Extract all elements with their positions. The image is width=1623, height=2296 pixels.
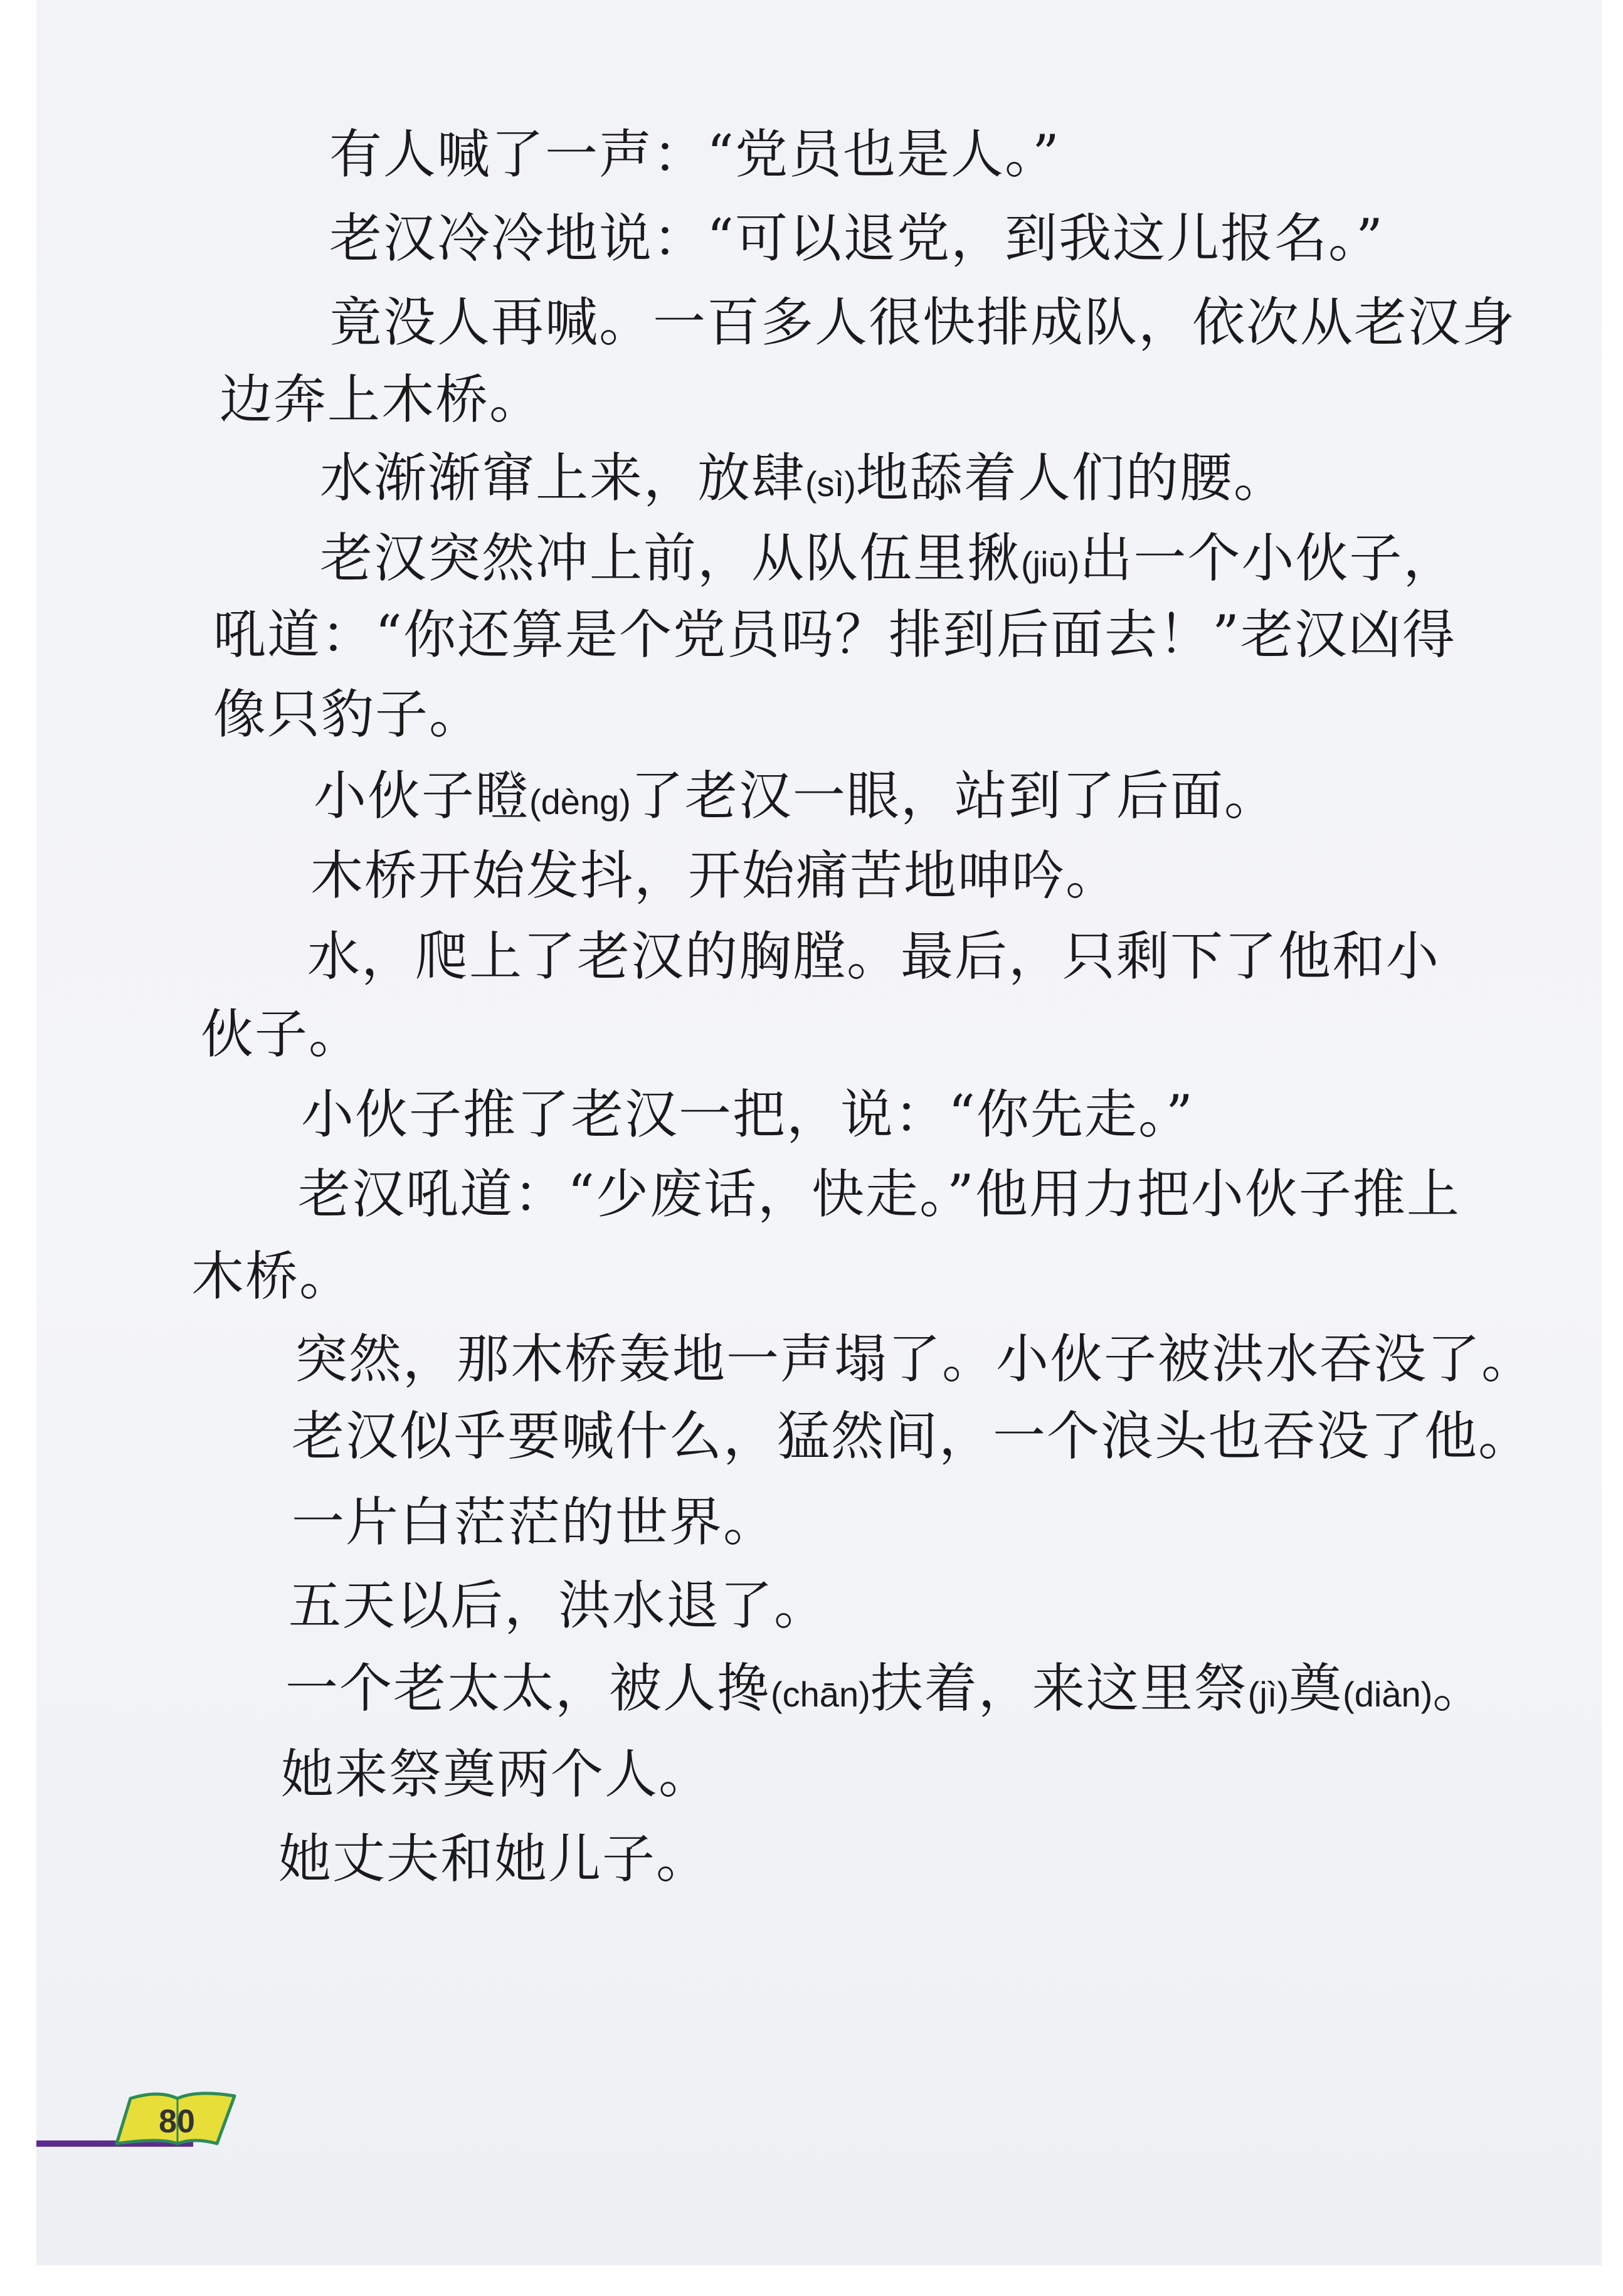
text-line <box>288 1575 828 1636</box>
text-segment: 老汉冷冷地说：“可以退党，到我这儿报名。” <box>329 208 1384 269</box>
text-segment: 伙子。 <box>201 1003 363 1065</box>
pinyin-annotation: (jì) <box>1247 1674 1289 1714</box>
text-segment: 地舔着人们的腰。 <box>855 447 1287 509</box>
text-segment: 。 <box>1432 1658 1487 1719</box>
text-line <box>219 369 544 430</box>
text-segment: 奠 <box>1289 1658 1343 1719</box>
text-segment: 水渐渐窜上来，放肆 <box>320 447 806 509</box>
text-line <box>292 1491 778 1553</box>
text-line <box>281 1743 713 1805</box>
text-segment: 边奔上木桥。 <box>219 369 544 430</box>
text-segment: 木桥。 <box>191 1246 354 1307</box>
textbook-page <box>36 0 1602 2265</box>
text-segment: 像只豹子。 <box>213 684 484 745</box>
text-line <box>310 845 1120 906</box>
text-segment: 五天以后，洪水退了。 <box>288 1575 828 1636</box>
text-segment: 一个老太太，被人搀 <box>285 1658 771 1719</box>
page-number: 80 <box>159 2103 195 2140</box>
text-line <box>314 765 1278 827</box>
text-line <box>298 1163 1461 1225</box>
text-segment: 她来祭奠两个人。 <box>281 1743 713 1805</box>
text-line <box>329 292 1516 353</box>
text-segment: 老汉突然冲上前，从队伍里揪 <box>320 527 1022 589</box>
text-segment: 扶着，来这里祭 <box>870 1658 1248 1719</box>
text-segment: 竟没人再喊。一百多人很快排成队，依次从老汉身 <box>329 292 1516 353</box>
text-segment: 小伙子瞪 <box>314 765 530 827</box>
text-segment: 一片白茫茫的世界。 <box>292 1491 778 1553</box>
text-segment: 老汉吼道：“少废话，快走。”他用力把小伙子推上 <box>298 1163 1461 1225</box>
text-line <box>301 1084 1194 1145</box>
text-segment: 了老汉一眼，站到了后面。 <box>630 765 1278 827</box>
pinyin-annotation: (diàn) <box>1343 1674 1433 1714</box>
text-segment: 出一个小伙子， <box>1079 527 1457 589</box>
text-line <box>329 124 1060 185</box>
text-line <box>329 208 1384 269</box>
text-segment: 有人喊了一声：“党员也是人。” <box>329 124 1060 185</box>
text-line <box>191 1246 354 1307</box>
text-line <box>213 604 1456 665</box>
text-line <box>320 447 1287 509</box>
text-line <box>213 684 484 745</box>
text-line <box>320 527 1457 589</box>
text-segment: 小伙子推了老汉一把，说：“你先走。” <box>301 1084 1194 1145</box>
text-segment: 她丈夫和她儿子。 <box>278 1828 711 1890</box>
text-line <box>295 1328 1536 1390</box>
text-line <box>278 1828 711 1890</box>
pinyin-annotation: (sì) <box>805 464 856 504</box>
text-segment: 吼道：“你还算是个党员吗？排到后面去！”老汉凶得 <box>213 604 1456 665</box>
text-line <box>285 1658 1487 1719</box>
text-segment: 水，爬上了老汉的胸膛。最后，只剩下了他和小 <box>307 926 1441 987</box>
text-line <box>307 926 1441 987</box>
text-segment: 老汉似乎要喊什么，猛然间，一个浪头也吞没了他。 <box>292 1405 1533 1467</box>
text-line <box>292 1405 1533 1467</box>
pinyin-annotation: (jiū) <box>1021 544 1080 584</box>
pinyin-annotation: (chān) <box>771 1674 870 1714</box>
pinyin-annotation: (dèng) <box>529 782 631 822</box>
text-segment: 突然，那木桥轰地一声塌了。小伙子被洪水吞没了。 <box>295 1328 1536 1390</box>
text-line <box>201 1003 363 1065</box>
text-segment: 木桥开始发抖，开始痛苦地呻吟。 <box>310 845 1120 906</box>
